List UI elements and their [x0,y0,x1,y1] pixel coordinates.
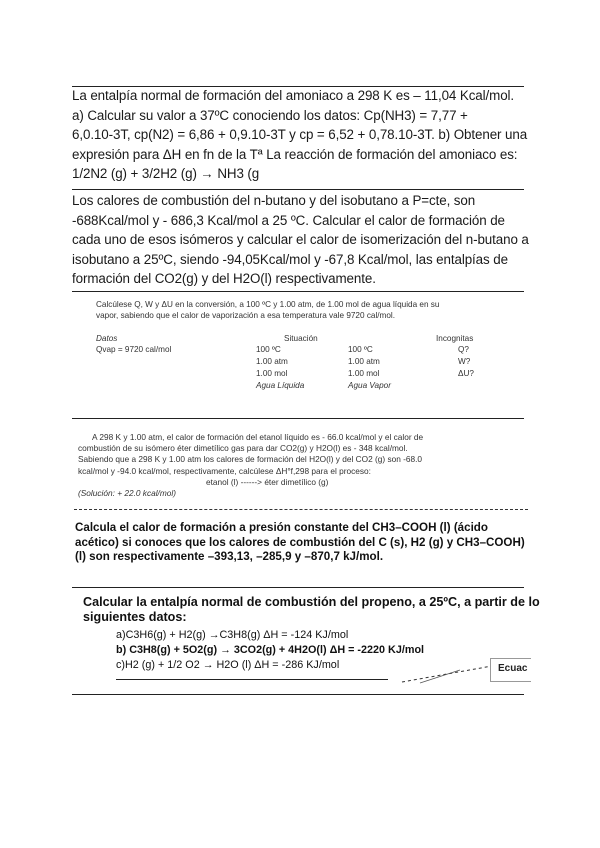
problem-5-line: acético) si conoces que los calores de combustión del C (s), H2 (g) y CH3–COOH) [75,535,525,549]
problem-4-line: etanol (l) ------> éter dimetílico (g) [206,476,329,487]
problem-1-line: a) Calcular su valor a 37ºC conociendo los datos: Cp(NH3) = 7,77 + [72,107,468,123]
problem-2-line: Los calores de combustión del n-butano y del isobutano a P=cte, son [72,193,476,208]
separator-rule [72,587,524,588]
reaction-c: c)H2 (g) + 1/2 O2 → H2O (l) ΔH = -286 KJ/mol [116,659,340,671]
problem-6-title-line: Calcular la entalpía normal de combustión del propeno, a 25ºC, a partir de lo [83,595,540,609]
problem-4-line: kcal/mol y -94.0 kcal/mol, respectivamente, calcúlese ΔH°f,298 para el proceso: [78,465,371,476]
problem-1-text [72,86,526,184]
reaction-underline [116,679,388,680]
incognita-cell: Q? [458,345,469,354]
situacion-final-cell: 1.00 mol [348,369,380,378]
situacion-initial-cell: Agua Líquida [256,381,305,390]
problem-1-line: expresión para ΔH en fn de la Tª La reacción de formación del amoniaco es: [72,146,518,162]
problem-3-table [96,334,528,400]
incognita-cell: W? [458,357,471,366]
situacion-final-cell: 100 ºC [348,345,373,354]
situacion-initial-cell: 1.00 mol [256,369,288,378]
problem-2-line: formación del CO2(g) y del H2O(l) respectivamente. [72,271,376,287]
situacion-final-cell: Agua Vapor [348,381,391,390]
problem-1-line: La entalpía normal de formación del amoniaco a 298 K es – 11,04 Kcal/mol. [72,88,515,103]
reaction-b: b) C3H8(g) + 5O2(g) → 3CO2(g) + 4H2O(l) ΔH = -2220 KJ/mol [116,644,425,656]
problem-1-line: 6,0.10-3T, cp(N2) = 6,86 + 0,9.10-3T y cp = 6,52 + 0,78.10-3T. b) Obtener una [72,127,528,143]
arrow-sketch-icon [400,662,496,686]
situacion-header: Situación [284,334,318,343]
problem-6-title-line: siguientes datos: [83,610,187,625]
separator-dashed [74,509,528,510]
situacion-initial-cell: 1.00 atm [256,357,288,366]
problem-2-line: -688Kcal/mol y - 686,3 Kcal/mol a 25 ºC. Calcular el calor de formación de [72,212,505,228]
problem-5-text [75,521,527,565]
incognita-cell: ΔU? [458,369,474,378]
problem-5-line: (l) son respectivamente –393,13, –285,9 y –870,7 kJ/mol. [75,550,384,564]
problem-3-line: vapor, sabiendo que el calor de vaporización a esa temperatura vale 9720 cal/mol. [96,310,396,320]
problem-3-line: Calcúlese Q, W y ΔU en la conversión, a 100 ºC y 1.00 atm, de 1.00 mol de agua líquida en su [96,300,440,309]
problem-5-line: Calcula el calor de formación a presión constante del CH3–COOH (l) (ácido [75,521,488,534]
separator-rule [72,291,524,292]
problem-2-text [72,191,529,289]
problem-4-line: A 298 K y 1.00 atm, el calor de formación del etanol líquido es - 66.0 kcal/mol y el calor de [92,432,424,442]
incognitas-header: Incognitas [436,334,474,343]
problem-2-line: cada uno de esos isómeros y calcular el calor de isomerización del n-butano a [72,232,529,248]
problem-4-text [78,432,528,499]
separator-rule [72,694,524,695]
problem-4-line: Sabiendo que a 298 K y 1.00 atm los calores de formación del H2O(l) y del CO2 (g) son -68.0 [78,454,423,465]
separator-rule [72,418,524,419]
problem-3-intro [96,300,528,321]
situacion-final-cell: 1.00 atm [348,357,380,366]
separator-rule [72,189,524,190]
problem-1-line: 1/2N2 (g) + 3/2H2 (g) → NH3 (g [72,166,260,182]
problem-6-title [83,595,540,625]
side-label-box [490,658,531,682]
side-label: Ecuac [498,663,528,674]
datos-value: Qvap = 9720 cal/mol [96,345,172,354]
problem-2-line: isobutano a 25ºC, siendo -94,05Kcal/mol y -67,8 Kcal/mol, las entalpías de [72,251,508,267]
situacion-initial-cell: 100 ºC [256,345,281,354]
problem-4-solution: (Solución: + 22.0 kcal/mol) [78,488,176,499]
reaction-a: a)C3H6(g) + H2(g) →C3H8(g) ΔH = -124 KJ/mol [116,629,349,641]
problem-4-line: combustión de su isómero éter dimetílico gas para dar CO2(g) y H2O(l) es - 348 kcal/mol. [78,443,408,454]
datos-header: Datos [96,334,118,343]
